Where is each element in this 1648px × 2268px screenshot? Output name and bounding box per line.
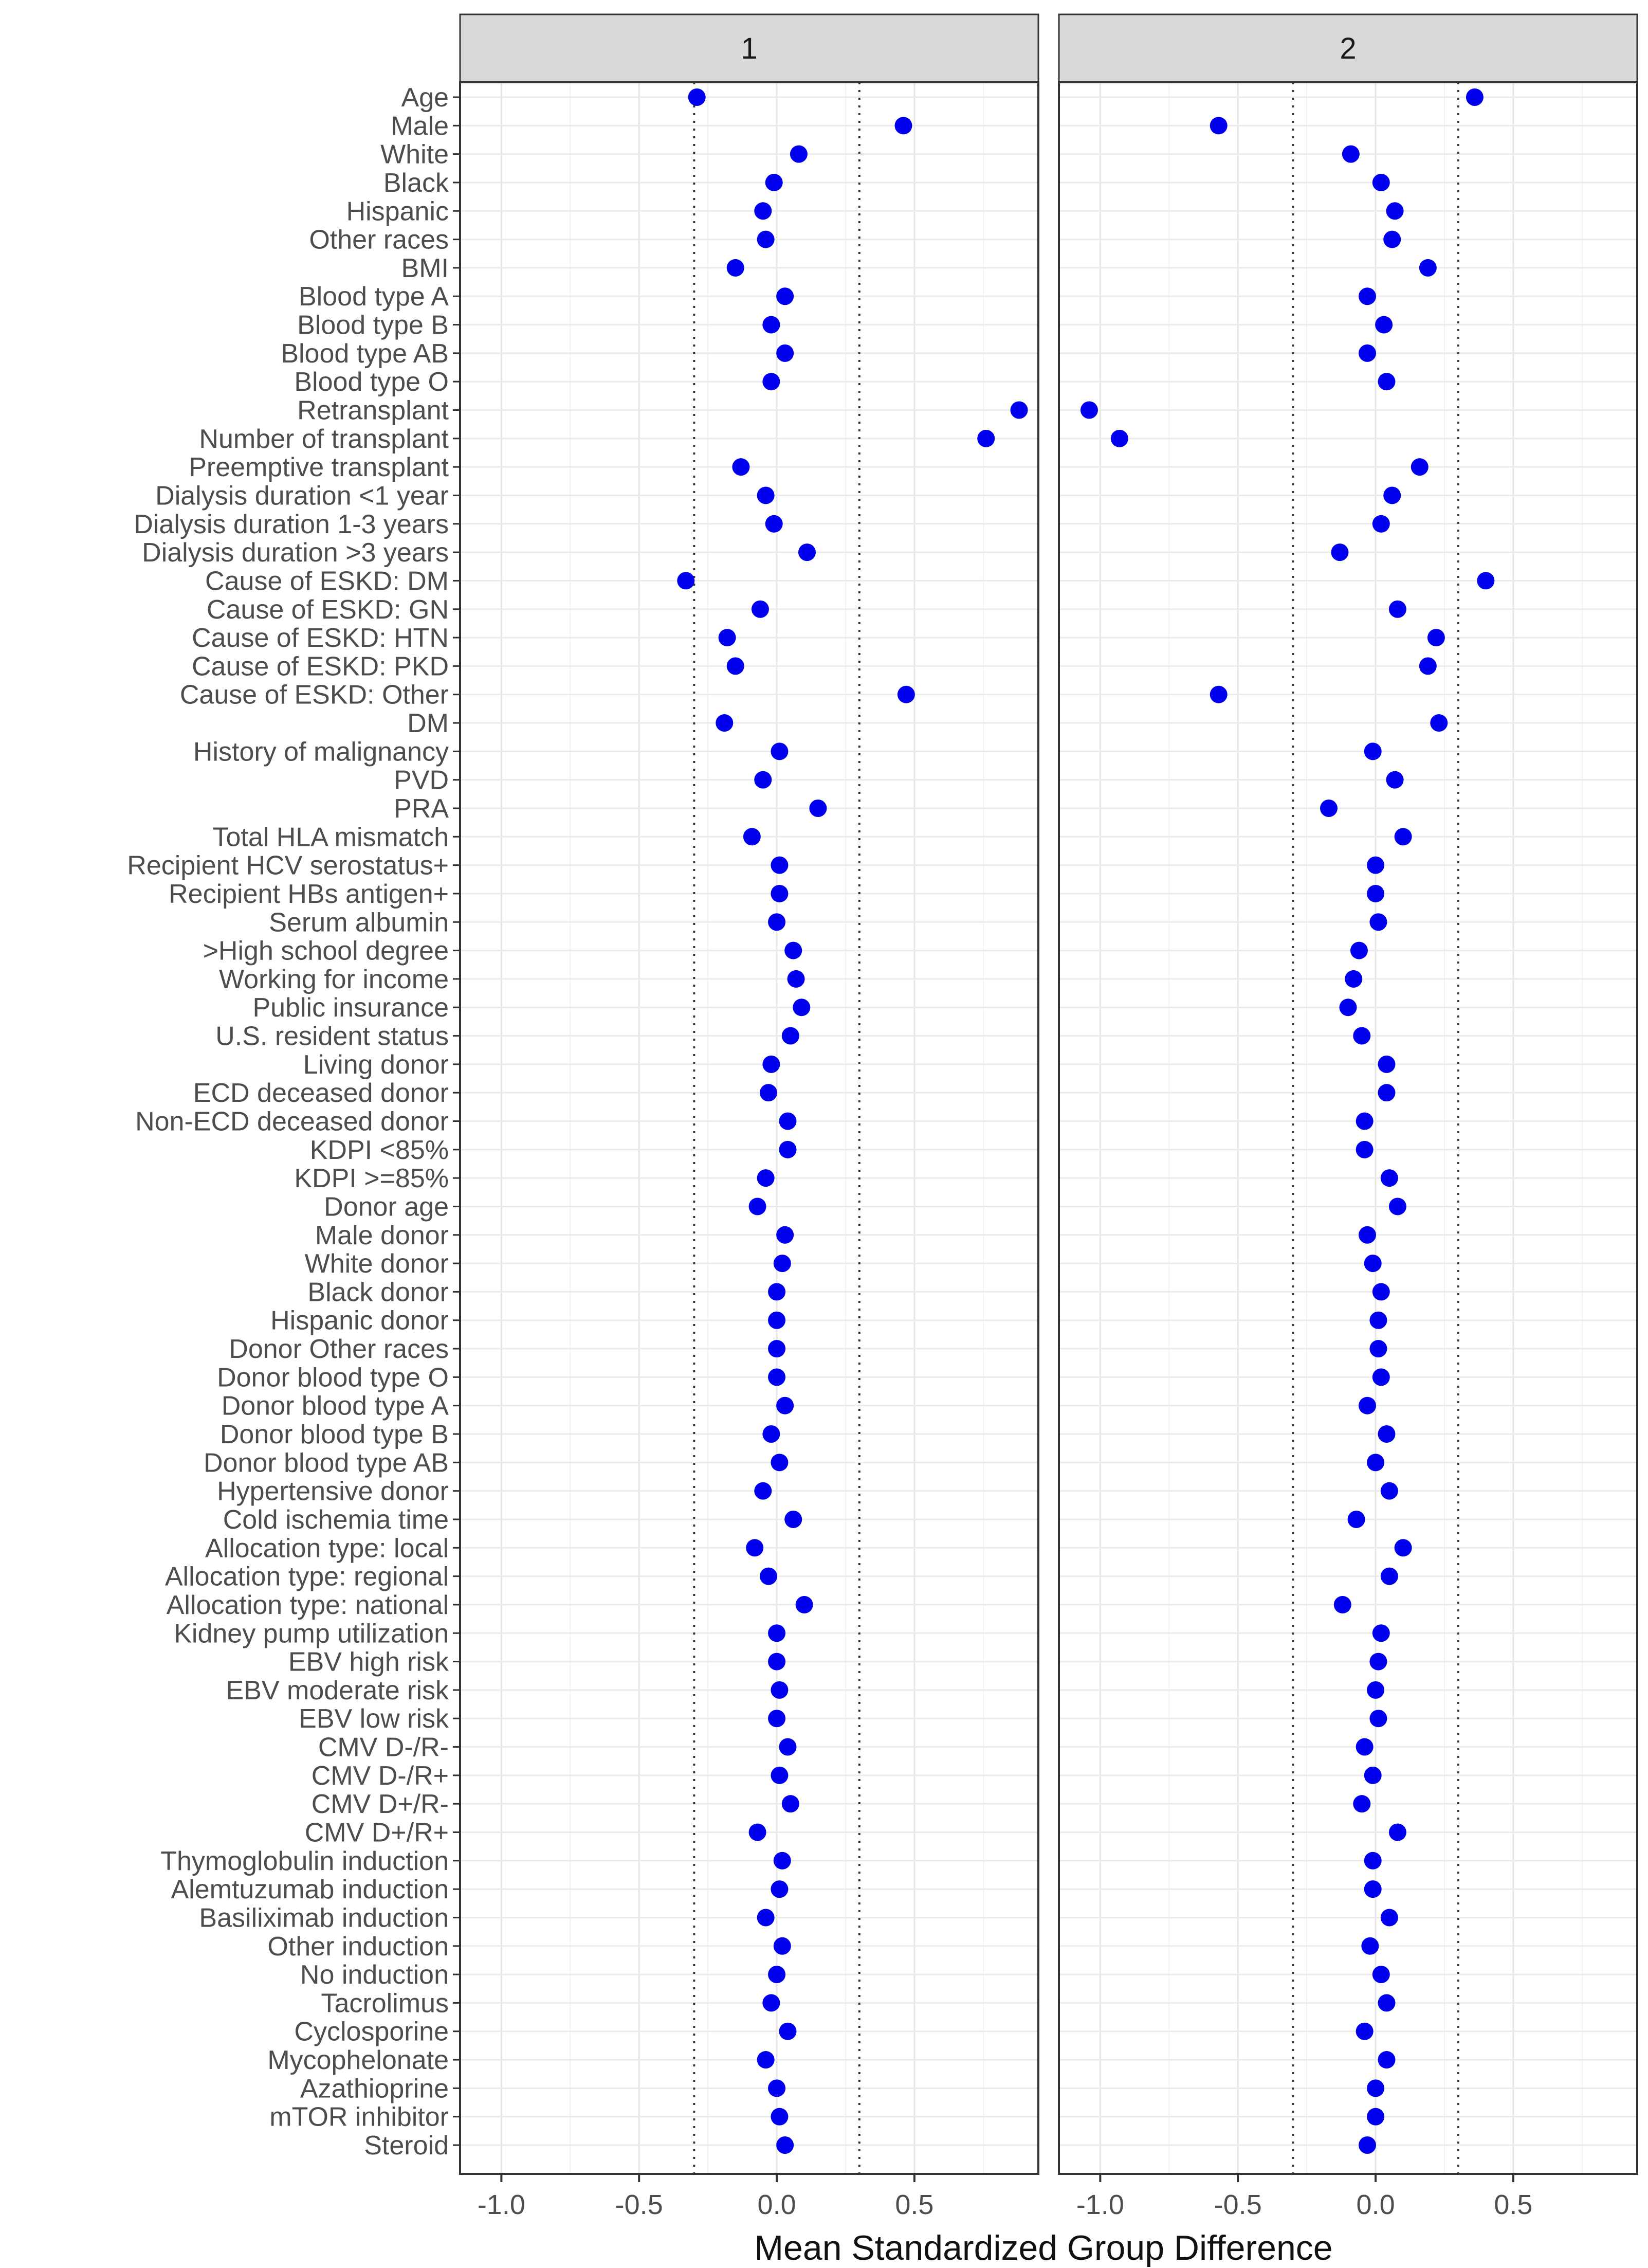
data-point <box>779 1738 797 1756</box>
y-tick-label: KDPI <85% <box>309 1135 449 1165</box>
y-tick-label: Other induction <box>267 1931 449 1962</box>
data-point <box>1477 572 1494 589</box>
y-tick-label: History of malignancy <box>193 737 449 767</box>
data-point <box>782 1027 799 1045</box>
data-point <box>771 857 788 874</box>
data-point <box>798 543 816 561</box>
data-point <box>1011 402 1028 419</box>
y-tick-label: ECD deceased donor <box>193 1078 449 1109</box>
data-point <box>1369 1312 1387 1329</box>
data-point <box>768 1312 785 1329</box>
data-point <box>774 1852 791 1870</box>
data-point <box>1389 601 1406 618</box>
data-point <box>727 657 744 675</box>
data-point <box>754 1482 772 1500</box>
data-point <box>1359 287 1376 305</box>
data-point <box>768 1653 785 1671</box>
y-tick-label: Male donor <box>315 1220 449 1250</box>
data-point <box>760 1084 777 1101</box>
y-tick-label: Total HLA mismatch <box>212 822 449 852</box>
data-point <box>1342 146 1360 163</box>
data-point <box>1359 1397 1376 1414</box>
panel-strip-label: 1 <box>741 32 758 65</box>
x-tick-label: 0.5 <box>895 2189 934 2220</box>
data-point <box>1389 1197 1406 1215</box>
data-point <box>771 1454 788 1471</box>
x-tick-label: 0.0 <box>757 2189 796 2220</box>
data-point <box>768 913 785 931</box>
y-tick-label: White donor <box>304 1249 449 1279</box>
y-tick-label: Blood type A <box>299 282 449 312</box>
data-point <box>895 117 912 134</box>
data-point <box>1389 1823 1406 1841</box>
data-point <box>1350 942 1368 959</box>
data-point <box>768 1710 785 1727</box>
data-point <box>782 1795 799 1812</box>
data-point <box>757 1169 775 1187</box>
data-point <box>677 572 694 589</box>
y-tick-label: Cause of ESKD: HTN <box>192 623 449 654</box>
data-point <box>1369 1653 1387 1671</box>
y-tick-label: DM <box>407 709 449 739</box>
data-point <box>1334 1596 1351 1613</box>
data-point <box>771 1767 788 1784</box>
y-tick-label: Blood type O <box>294 367 449 397</box>
data-point <box>768 1340 785 1357</box>
data-point <box>1369 1340 1387 1357</box>
data-point <box>776 1397 794 1414</box>
data-point <box>1361 1937 1379 1955</box>
data-point <box>977 430 995 447</box>
y-tick-label: Dialysis duration <1 year <box>155 481 449 511</box>
y-tick-label: Cause of ESKD: PKD <box>192 651 449 682</box>
y-tick-label: Public insurance <box>252 993 449 1023</box>
y-tick-label: CMV D-/R+ <box>311 1761 449 1791</box>
data-point <box>768 1966 785 1983</box>
data-point <box>1378 1084 1396 1101</box>
data-point <box>749 1197 766 1215</box>
data-point <box>793 999 810 1016</box>
y-tick-label: Hispanic <box>346 196 449 227</box>
y-tick-label: mTOR inhibitor <box>269 2102 449 2132</box>
data-point <box>765 515 783 533</box>
x-tick-label: 0.0 <box>1356 2189 1395 2220</box>
data-point <box>1383 231 1401 248</box>
y-tick-label: Donor age <box>324 1192 449 1222</box>
y-tick-label: CMV D+/R+ <box>304 1818 449 1848</box>
y-tick-label: Black donor <box>307 1277 449 1308</box>
y-tick-label: Blood type AB <box>281 338 449 369</box>
data-point <box>1372 1624 1390 1642</box>
data-point <box>1364 1767 1382 1784</box>
y-tick-label: Hispanic donor <box>270 1305 449 1336</box>
data-point <box>1378 2051 1396 2069</box>
data-point <box>1367 1681 1384 1699</box>
y-tick-label: Steroid <box>364 2131 449 2161</box>
data-point <box>1331 543 1348 561</box>
data-point <box>1378 1425 1396 1443</box>
panel-1 <box>460 14 1038 2220</box>
y-tick-label: Age <box>401 83 449 113</box>
data-point <box>768 2079 785 2097</box>
data-point <box>779 1113 797 1130</box>
data-point <box>771 885 788 902</box>
data-point <box>762 1425 780 1443</box>
y-tick-label: No induction <box>300 1960 449 1990</box>
y-tick-label: Donor blood type A <box>221 1391 449 1421</box>
data-point <box>1372 1368 1390 1386</box>
data-point <box>1430 714 1448 732</box>
y-tick-label: Cause of ESKD: DM <box>205 566 449 596</box>
data-point <box>757 231 775 248</box>
data-point <box>1345 970 1362 988</box>
y-tick-label: EBV low risk <box>299 1704 449 1734</box>
data-point <box>1369 1710 1387 1727</box>
y-tick-label: CMV D+/R- <box>311 1789 449 1820</box>
data-point <box>776 2136 794 2154</box>
y-tick-label: Basiliximab induction <box>199 1903 449 1933</box>
data-point <box>1381 1169 1398 1187</box>
y-tick-label: Hypertensive donor <box>217 1476 449 1507</box>
data-point <box>768 1624 785 1642</box>
y-tick-label: Donor blood type O <box>217 1363 449 1393</box>
data-point <box>1378 1994 1396 2011</box>
data-point <box>757 1909 775 1926</box>
data-point <box>784 1511 802 1528</box>
data-point <box>784 942 802 959</box>
data-point <box>796 1596 813 1613</box>
data-point <box>754 202 772 220</box>
y-tick-label: Preemptive transplant <box>189 452 449 483</box>
data-point <box>752 601 769 618</box>
data-point <box>1372 174 1390 191</box>
data-point <box>749 1823 766 1841</box>
data-point <box>1356 1141 1374 1158</box>
data-point <box>746 1539 763 1556</box>
y-tick-label: Donor blood type B <box>219 1420 449 1450</box>
y-tick-label: Other races <box>309 225 449 255</box>
data-point <box>762 316 780 334</box>
data-point <box>1381 1482 1398 1500</box>
x-tick-label: -1.0 <box>477 2189 525 2220</box>
data-point <box>762 1056 780 1073</box>
data-point <box>1378 1056 1396 1073</box>
data-point <box>719 629 736 646</box>
y-tick-label: EBV high risk <box>288 1647 449 1677</box>
data-point <box>1427 629 1445 646</box>
data-point <box>898 686 915 703</box>
y-tick-label: Allocation type: regional <box>164 1562 449 1592</box>
y-tick-label: Black <box>383 168 449 198</box>
panel-2 <box>1059 14 1637 2220</box>
y-tick-label: Thymoglobulin induction <box>160 1846 449 1876</box>
data-point <box>776 344 794 362</box>
y-tick-label: Donor Other races <box>229 1334 449 1365</box>
data-point <box>768 1368 785 1386</box>
data-point <box>757 486 775 504</box>
y-tick-label: Retransplant <box>297 395 449 426</box>
data-point <box>1364 742 1382 760</box>
y-tick-label: BMI <box>401 253 449 283</box>
y-tick-label: Recipient HBs antigen+ <box>169 879 449 909</box>
data-point <box>776 287 794 305</box>
data-point <box>1210 117 1228 134</box>
data-point <box>1367 2079 1384 2097</box>
data-point <box>771 2108 788 2126</box>
data-point <box>1353 1795 1370 1812</box>
data-point <box>1356 2023 1374 2040</box>
y-tick-label: Alemtuzumab induction <box>171 1875 449 1905</box>
data-point <box>1378 373 1396 390</box>
data-point <box>1369 913 1387 931</box>
data-point <box>1367 2108 1384 2126</box>
y-tick-label: Living donor <box>303 1049 449 1080</box>
data-point <box>1375 316 1393 334</box>
data-point <box>779 2023 797 2040</box>
y-tick-label: U.S. resident status <box>215 1021 449 1051</box>
y-tick-label: Non-ECD deceased donor <box>135 1106 449 1137</box>
data-point <box>1356 1113 1374 1130</box>
data-point <box>1364 1255 1382 1272</box>
data-point <box>1320 800 1338 817</box>
data-point <box>765 174 783 191</box>
y-tick-label: KDPI >=85% <box>294 1164 449 1194</box>
y-tick-label: Number of transplant <box>199 424 449 454</box>
data-point <box>1353 1027 1370 1045</box>
data-point <box>732 458 749 476</box>
y-tick-label: Donor blood type AB <box>204 1448 449 1478</box>
data-point <box>1466 88 1484 106</box>
data-point <box>1359 344 1376 362</box>
y-tick-label: Male <box>391 111 449 141</box>
x-tick-label: 0.5 <box>1494 2189 1533 2220</box>
data-point <box>1340 999 1357 1016</box>
y-tick-label: Cause of ESKD: GN <box>206 594 449 625</box>
data-point <box>1367 857 1384 874</box>
data-point <box>1372 515 1390 533</box>
data-point <box>760 1568 777 1585</box>
y-tick-label: Recipient HCV serostatus+ <box>127 850 449 881</box>
data-point <box>1419 259 1437 277</box>
data-point <box>1359 1226 1376 1244</box>
x-tick-label: -0.5 <box>1214 2189 1262 2220</box>
data-point <box>1364 1852 1382 1870</box>
data-point <box>727 259 744 277</box>
data-point <box>771 742 788 760</box>
data-point <box>688 88 706 106</box>
y-tick-label: Kidney pump utilization <box>174 1619 449 1649</box>
data-point <box>1372 1966 1390 1983</box>
panel-strip-label: 2 <box>1340 32 1357 65</box>
y-tick-label: Dialysis duration >3 years <box>142 538 449 568</box>
data-point <box>1364 1880 1382 1898</box>
data-point <box>1381 1909 1398 1926</box>
data-point <box>757 2051 775 2069</box>
y-tick-label: Cause of ESKD: Other <box>179 680 449 710</box>
y-tick-label: Allocation type: local <box>205 1533 449 1564</box>
y-tick-label: Cold ischemia time <box>223 1504 449 1535</box>
y-tick-label: PRA <box>394 793 449 824</box>
data-point <box>771 1681 788 1699</box>
data-point <box>1411 458 1429 476</box>
data-point <box>762 1994 780 2011</box>
y-tick-label: Working for income <box>219 964 449 994</box>
data-point <box>1386 202 1404 220</box>
data-point <box>762 373 780 390</box>
data-point <box>779 1141 797 1158</box>
data-point <box>1381 1568 1398 1585</box>
data-point <box>1356 1738 1374 1756</box>
data-point <box>776 1226 794 1244</box>
data-point <box>1111 430 1128 447</box>
data-point <box>768 1283 785 1300</box>
data-point <box>1395 1539 1412 1556</box>
data-point <box>716 714 733 732</box>
y-tick-label: Allocation type: national <box>166 1590 449 1620</box>
y-tick-label: PVD <box>394 765 449 795</box>
y-tick-label: Serum albumin <box>269 908 449 938</box>
y-tick-label: >High school degree <box>203 936 449 966</box>
data-point <box>1359 2136 1376 2154</box>
data-point <box>1210 686 1228 703</box>
x-tick-label: -1.0 <box>1076 2189 1124 2220</box>
y-tick-label: Azathioprine <box>300 2074 449 2104</box>
data-point <box>1367 1454 1384 1471</box>
data-point <box>1419 657 1437 675</box>
data-point <box>1081 402 1098 419</box>
y-tick-label: Dialysis duration 1-3 years <box>134 509 449 539</box>
x-axis-title: Mean Standardized Group Difference <box>754 2228 1333 2267</box>
y-tick-label: Mycophelonate <box>267 2045 449 2076</box>
data-point <box>809 800 827 817</box>
y-tick-label: EBV moderate risk <box>226 1675 449 1705</box>
data-point <box>771 1880 788 1898</box>
data-point <box>754 771 772 789</box>
data-point <box>1395 828 1412 845</box>
y-tick-label: Tacrolimus <box>321 1988 449 2019</box>
data-point <box>1386 771 1404 789</box>
data-point <box>1348 1511 1365 1528</box>
data-point <box>743 828 761 845</box>
data-point <box>788 970 805 988</box>
data-point <box>1372 1283 1390 1300</box>
data-point <box>774 1937 791 1955</box>
x-tick-label: -0.5 <box>615 2189 663 2220</box>
y-tick-label: Cyclosporine <box>294 2017 449 2047</box>
data-point <box>774 1255 791 1272</box>
y-tick-label: White <box>380 139 449 170</box>
data-point <box>1367 885 1384 902</box>
y-tick-label: Blood type B <box>297 310 449 340</box>
y-tick-label: CMV D-/R- <box>318 1732 449 1763</box>
data-point <box>1383 486 1401 504</box>
data-point <box>790 146 808 163</box>
